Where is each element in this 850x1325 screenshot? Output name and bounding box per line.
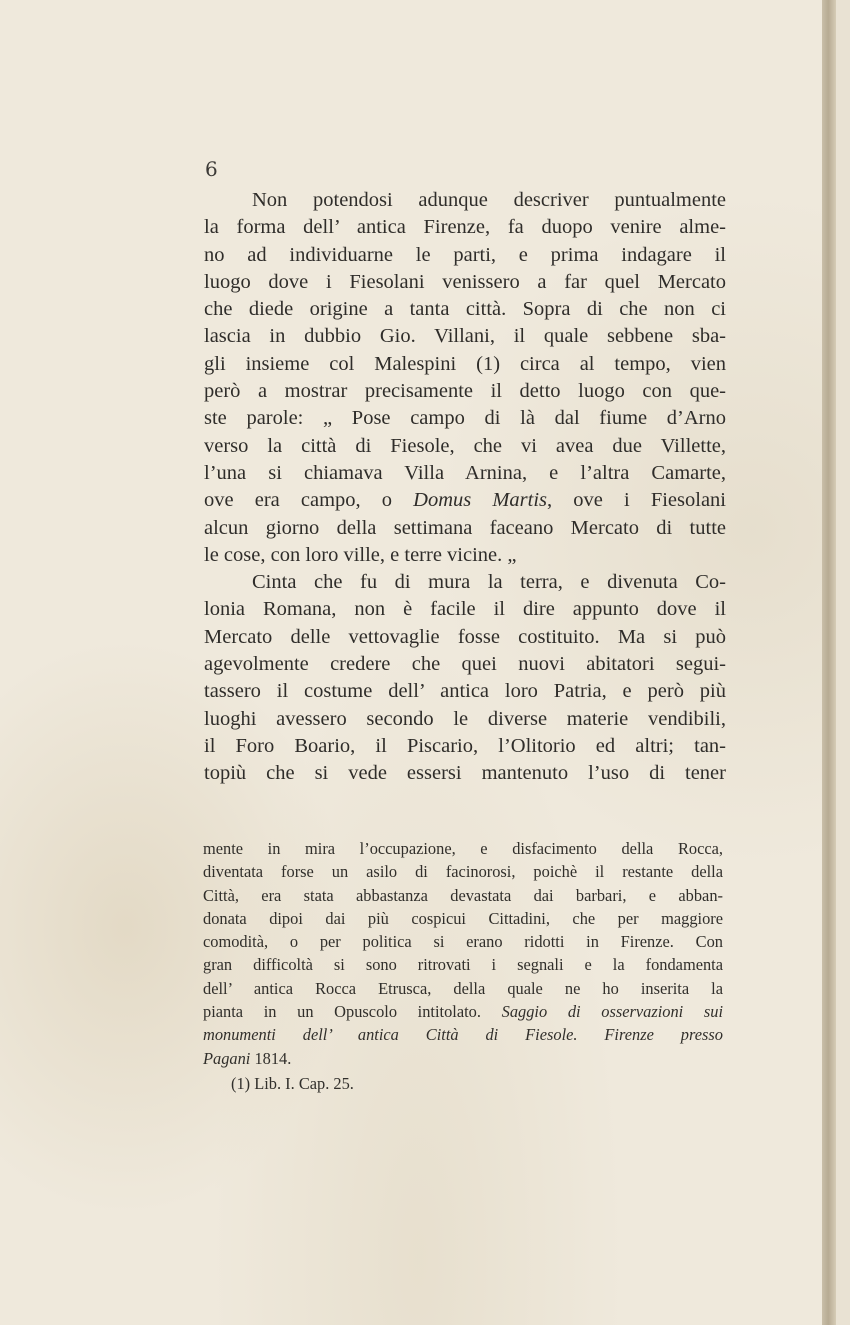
text-line: le cose, con loro ville, e terre vicine. „ [204, 543, 517, 566]
text-line: lascia in dubbio Gio. Villani, il quale sebbene sba- [204, 325, 726, 348]
footnotes [203, 837, 723, 1095]
text-segment: 1814. [250, 1048, 292, 1068]
footnote-line: gran difficoltà si sono ritrovati i segnali e la fondamenta [203, 955, 723, 975]
text-line: gli insieme col Malespini (1) circa al tempo, vien [204, 352, 726, 375]
text-line: luogo dove i Fiesolani venissero a far quel Mercato [204, 270, 726, 293]
footnote-line: donata dipoi dai più cospicui Cittadini, che per maggiore [203, 908, 723, 928]
text-line: lonia Romana, non è facile il dire appunto dove il [204, 598, 726, 621]
text-segment: pianta in un Opuscolo intitolato. [203, 1002, 502, 1022]
text-line: Cinta che fu di mura la terra, e divenuta Co- [252, 571, 726, 594]
main-text [204, 187, 726, 788]
text-line: ste parole: „ Pose campo di là dal fiume d’Arno [204, 407, 726, 430]
text-line: la forma dell’ antica Firenze, fa duopo venire almе- [204, 216, 726, 239]
text-line: topiù che si vede essersi mantenuto l’uso di tener [204, 762, 726, 785]
text-line: no ad individuarne le parti, e prima indagare il [204, 243, 726, 266]
text-segment: , ove i Fiesolani [547, 489, 726, 512]
text-line: Mercato delle vettovaglie fosse costituito. Ma si può [204, 625, 726, 648]
text-line: alcun giorno della settimana faceano Mercato di tutte [204, 516, 726, 539]
text-line: il Foro Boario, il Piscario, l’Olitorio ed altri; tan- [204, 734, 726, 757]
text-line: l’una si chiamava Villa Arnina, e l’altra Camarte, [204, 461, 726, 484]
footnote-line: Città, era stata abbastanza devastata dai barbari, e abban- [203, 885, 723, 905]
page-number: 6 [205, 157, 218, 181]
italic-phrase: Saggio di osservazioni sui [501, 1002, 723, 1022]
page-edge [822, 0, 836, 1325]
italic-phrase: Domus Martis [413, 489, 548, 512]
text-line: che diede origine a tanta città. Sopra di che non ci [204, 298, 726, 321]
footnote-line [203, 1023, 723, 1046]
text-line: verso la città di Fiesole, che vi avea due Villette, [204, 434, 726, 457]
text-line: però a mostrar precisamente il detto luogo con que- [204, 380, 726, 403]
text-line: tassero il costume dell’ antica loro Patria, e però più [204, 680, 726, 703]
text-line: agevolmente credere che quei nuovi abitatori segui- [204, 653, 726, 676]
text-line [204, 487, 726, 514]
text-line: luoghi avessero secondo le diverse materie vendibili, [204, 707, 726, 730]
footnote-line [203, 1047, 723, 1070]
italic-phrase: Pagani [203, 1048, 251, 1068]
footnote-line: comodità, o per politica si erano ridotti in Firenze. Con [203, 932, 723, 952]
footnote-line: mente in mira l’occupazione, e disfacimento della Rocca, [203, 839, 723, 858]
text-segment: ove era campo, o [204, 489, 414, 512]
footnote-line: diventata forse un asilo di facinorosi, poichè il restante della [203, 862, 723, 882]
footnote-line [203, 1000, 723, 1023]
italic-phrase: monumenti dell’ antica Città di Fiesole. Firenze presso [203, 1025, 723, 1045]
footnote-reference: (1) Lib. I. Cap. 25. [231, 1073, 354, 1093]
text-line: Non potendosi adunque descriver puntualmente [252, 189, 726, 211]
footnote-line: dell’ antica Rocca Etrusca, della quale ne ho inserita la [203, 978, 723, 998]
